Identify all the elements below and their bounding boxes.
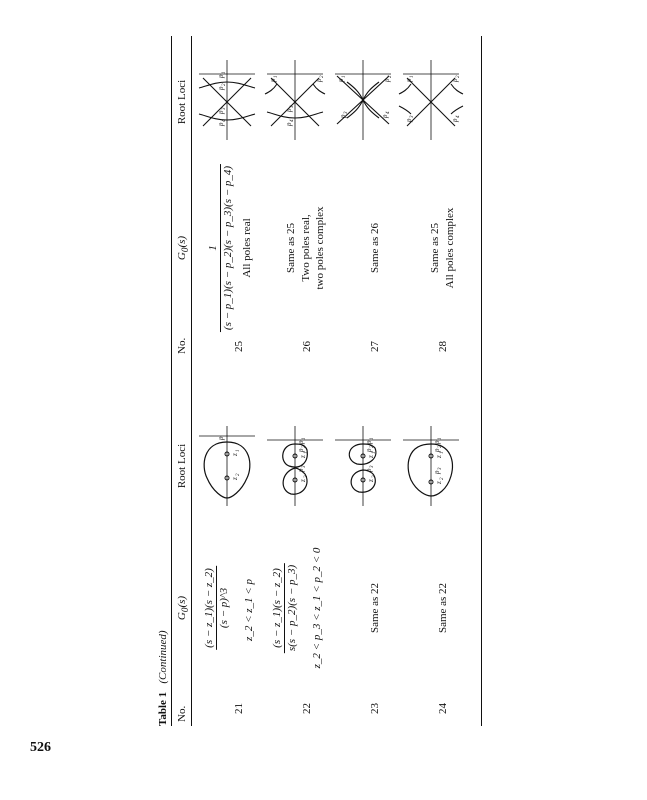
svg-text:z: z	[367, 479, 375, 482]
svg-text:p: p	[285, 122, 293, 126]
row-26-note2: two poles complex	[314, 206, 326, 290]
header-gh-right: $G_0(s)$	[176, 235, 191, 261]
svg-text:z: z	[299, 479, 307, 482]
svg-text:z: z	[231, 477, 239, 480]
svg-text:3: 3	[370, 465, 375, 468]
row-21-formula	[203, 566, 230, 650]
table-title-line	[157, 630, 169, 726]
table-title: Table 1	[157, 691, 169, 726]
svg-text:1: 1	[304, 451, 309, 454]
svg-text:1: 1	[342, 75, 347, 78]
row-27-gh: Same as 26	[369, 222, 381, 274]
rotated-table	[155, 36, 485, 726]
svg-text:2: 2	[456, 75, 461, 78]
header-rule	[191, 36, 192, 726]
row-24-no: 24	[437, 703, 449, 714]
row-21-no: 21	[233, 703, 245, 714]
svg-text:2: 2	[236, 473, 241, 476]
row-28-gh: Same as 25	[429, 222, 441, 274]
svg-text:z: z	[231, 453, 239, 456]
svg-text:p: p	[433, 448, 441, 452]
svg-text:p: p	[337, 78, 345, 82]
row-25-formula	[207, 164, 234, 332]
page-number: 526	[30, 740, 51, 755]
row-28-no: 28	[437, 341, 449, 352]
svg-text:4: 4	[456, 115, 461, 118]
svg-text:3: 3	[410, 115, 415, 118]
row-26-note: Two poles real,	[300, 214, 312, 282]
svg-text:1: 1	[410, 75, 415, 78]
svg-text:2: 2	[438, 445, 443, 448]
svg-text:2: 2	[320, 75, 325, 78]
row-28-root-locus	[399, 60, 463, 140]
svg-text:1: 1	[370, 437, 375, 440]
svg-text:1: 1	[222, 71, 227, 74]
svg-text:3: 3	[222, 107, 227, 110]
row-22-gh-den: s(s − p_2)(s − p_3)	[286, 564, 298, 652]
header-gh-left: $G_0(s)$	[176, 595, 191, 621]
svg-text:p: p	[217, 436, 225, 440]
row-24-gh: Same as 22	[437, 582, 449, 634]
row-28-note: All poles complex	[444, 207, 456, 289]
svg-text:p: p	[381, 114, 389, 118]
row-23-no: 23	[369, 703, 381, 714]
row-26-root-locus	[263, 60, 327, 140]
svg-text:z: z	[435, 455, 443, 458]
svg-text:p: p	[285, 108, 293, 112]
svg-text:4: 4	[386, 111, 391, 114]
row-21-gh-num: (s − z_1)(s − z_2)	[203, 568, 215, 648]
svg-text:p: p	[451, 78, 459, 82]
svg-text:p: p	[217, 86, 225, 90]
svg-text:2: 2	[370, 445, 375, 448]
svg-text:p: p	[365, 448, 373, 452]
row-25-note: All poles real	[241, 218, 253, 278]
row-21-root-locus	[195, 426, 259, 506]
svg-text:1: 1	[440, 451, 445, 454]
svg-text:4: 4	[290, 119, 295, 122]
svg-text:p: p	[297, 468, 305, 472]
svg-text:p: p	[433, 470, 441, 474]
svg-text:p: p	[383, 78, 391, 82]
row-21-note: z_2 < z_1 < p	[243, 579, 255, 641]
svg-text:3: 3	[302, 465, 307, 468]
svg-text:1: 1	[438, 437, 443, 440]
row-22-no: 22	[301, 703, 313, 714]
svg-text:p: p	[365, 468, 373, 472]
svg-text:p: p	[451, 118, 459, 122]
table-title-note: (Continued)	[157, 630, 169, 684]
svg-text:2: 2	[388, 75, 393, 78]
svg-text:2: 2	[302, 445, 307, 448]
row-22-root-locus	[263, 426, 327, 506]
svg-text:p: p	[339, 114, 347, 118]
row-22-note: z_2 < p_3 < z_1 < p_2 < 0	[311, 547, 323, 669]
row-26-no: 26	[301, 341, 313, 352]
svg-text:p: p	[433, 440, 441, 444]
row-26-gh: Same as 25	[285, 222, 297, 274]
svg-text:3: 3	[438, 467, 443, 470]
svg-text:3: 3	[344, 111, 349, 114]
svg-text:p: p	[315, 78, 323, 82]
svg-text:2: 2	[222, 83, 227, 86]
row-23-gh: Same as 22	[369, 582, 381, 634]
header-rootloci-right: Root Loci	[176, 79, 188, 125]
row-21-gh-den: (s − p)^3	[218, 587, 230, 629]
svg-text:2: 2	[372, 475, 377, 478]
svg-text:p: p	[405, 118, 413, 122]
svg-text:p: p	[297, 440, 305, 444]
svg-text:p: p	[269, 78, 277, 82]
row-24-root-locus	[399, 426, 463, 506]
row-25-gh-num: 1	[207, 164, 221, 332]
row-25-root-locus	[195, 60, 259, 140]
row-22-gh-num: (s − z_1)(s − z_2)	[271, 563, 285, 653]
svg-text:2: 2	[440, 477, 445, 480]
svg-text:4: 4	[222, 119, 227, 122]
svg-text:p: p	[405, 78, 413, 82]
svg-text:p: p	[217, 110, 225, 114]
row-25-gh-den: (s − p_1)(s − p_2)(s − p_3)(s − p_4)	[222, 165, 234, 331]
header-no-right: No.	[176, 337, 188, 354]
svg-text:1: 1	[274, 75, 279, 78]
svg-text:z: z	[435, 481, 443, 484]
bottom-rule	[481, 36, 482, 726]
row-25-no: 25	[233, 341, 245, 352]
row-23-root-locus	[331, 426, 395, 506]
svg-text:p: p	[365, 440, 373, 444]
svg-text:2: 2	[304, 475, 309, 478]
svg-text:p: p	[217, 74, 225, 78]
svg-text:p: p	[217, 122, 225, 126]
svg-text:z: z	[299, 455, 307, 458]
row-27-root-locus	[331, 60, 395, 140]
svg-text:3: 3	[290, 105, 295, 108]
svg-text:1: 1	[372, 451, 377, 454]
header-rootloci-left: Root Loci	[176, 443, 188, 489]
svg-text:1: 1	[302, 437, 307, 440]
top-rule	[171, 36, 172, 726]
row-27-no: 27	[369, 341, 381, 352]
svg-text:p: p	[297, 448, 305, 452]
svg-text:z: z	[367, 455, 375, 458]
svg-text:1: 1	[236, 449, 241, 452]
header-no-left: No.	[176, 705, 188, 722]
row-22-formula	[271, 563, 298, 653]
